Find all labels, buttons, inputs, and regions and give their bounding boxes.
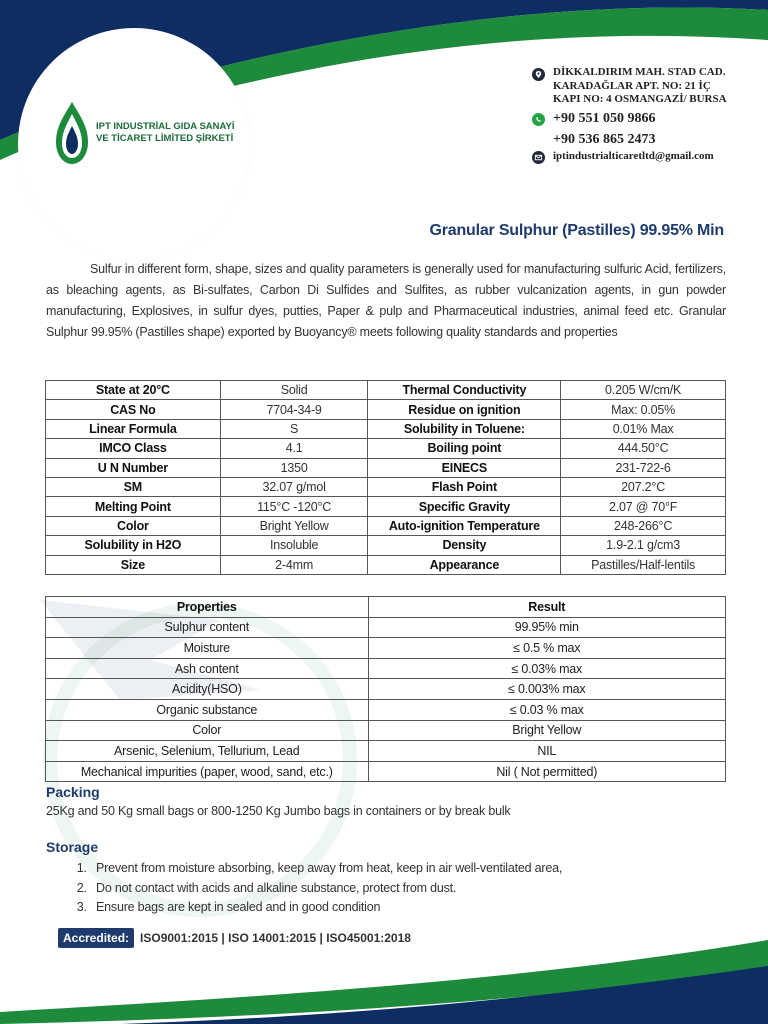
company-logo	[52, 100, 234, 166]
quality-result: ≤ 0.003% max	[368, 679, 725, 700]
packing-section	[46, 784, 510, 818]
spec-value: 231-722-6	[561, 458, 726, 477]
spec-property: Residue on ignition	[368, 400, 561, 419]
quality-property: Arsenic, Selenium, Tellurium, Lead	[46, 741, 369, 762]
spec-value: 2.07 @ 70°F	[561, 497, 726, 516]
spec-row	[46, 497, 726, 516]
spec-property: Size	[46, 555, 221, 574]
contact-block	[532, 66, 727, 164]
spec-row	[46, 477, 726, 496]
spec-value: 7704-34-9	[220, 400, 368, 419]
spec-property: CAS No	[46, 400, 221, 419]
phone-number-1[interactable]: +90 551 050 9866	[553, 110, 656, 126]
address-line2: KARADAĞLAR APT. NO: 21 İÇ	[553, 79, 711, 92]
spec-row	[46, 439, 726, 458]
specifications-table	[45, 380, 726, 575]
quality-result: ≤ 0.03% max	[368, 658, 725, 679]
quality-row	[46, 679, 726, 700]
spec-value: Insoluble	[220, 536, 368, 555]
spec-value: Max: 0.05%	[561, 400, 726, 419]
quality-row	[46, 699, 726, 720]
quality-row	[46, 761, 726, 782]
spec-row	[46, 536, 726, 555]
quality-property: Organic substance	[46, 699, 369, 720]
spec-property: Auto-ignition Temperature	[368, 516, 561, 535]
intro-paragraph	[46, 259, 726, 343]
spec-row	[46, 516, 726, 535]
packing-text: 25Kg and 50 Kg small bags or 800-1250 Kg Jumbo bags in containers or by break bulk	[46, 804, 511, 818]
quality-property: Sulphur content	[46, 617, 369, 638]
phone-number-2[interactable]: +90 536 865 2473	[553, 131, 656, 147]
quality-property: Ash content	[46, 658, 369, 679]
iso-standards: ISO9001:2015 | ISO 14001:2015 | ISO45001:2018	[140, 931, 411, 945]
spec-row	[46, 381, 726, 400]
email-row	[532, 150, 727, 164]
quality-header-row	[46, 597, 726, 618]
storage-list	[46, 859, 562, 918]
accreditation-bar	[58, 928, 411, 948]
quality-result: 99.95% min	[368, 617, 725, 638]
spec-value: 0.205 W/cm/K	[561, 381, 726, 400]
spec-property: EINECS	[368, 458, 561, 477]
spacer	[532, 133, 545, 146]
spec-property: Linear Formula	[46, 419, 221, 438]
phone2-row	[532, 131, 727, 149]
spec-property: Melting Point	[46, 497, 221, 516]
email-address[interactable]: iptindustrialticaretltd@gmail.com	[553, 149, 714, 162]
accredited-badge: Accredited:	[58, 928, 134, 948]
spec-value: S	[220, 419, 368, 438]
spec-value: 0.01% Max	[561, 419, 726, 438]
spec-value: 444.50°C	[561, 439, 726, 458]
quality-property: Mechanical impurities (paper, wood, sand, etc.)	[46, 761, 369, 782]
spec-value: 248-266°C	[561, 516, 726, 535]
spec-value: 1.9-2.1 g/cm3	[561, 536, 726, 555]
company-name-line1: IPT INDUSTRİAL GIDA SANAYİ	[96, 121, 235, 132]
address-line1: DİKKALDIRIM MAH. STAD CAD.	[553, 66, 726, 78]
phone1-row	[532, 110, 727, 128]
spec-property: Boiling point	[368, 439, 561, 458]
spec-value: Solid	[220, 381, 368, 400]
quality-row	[46, 658, 726, 679]
intro-text: Sulfur in different form, shape, sizes and quality parameters is generally used for manufacturing sulfuric Acid, fertilizers, as bleaching agents, as Bi-sulfates, Carbon Di Sulfides and Sulfites, as rubber vulcanization agents, in gun powder manufacturing, Explosives, in sulfur dyes, putties, Paper & pulp and Pharmaceutical industries, animal feed etc. Granular Sulphur 99.95% (Pastilles shape) exported by Buoyancy® meets following quality standards and properties	[46, 262, 726, 339]
quality-property: Moisture	[46, 638, 369, 659]
quality-result: ≤ 0.03 % max	[368, 699, 725, 720]
spec-property: Flash Point	[368, 477, 561, 496]
storage-item: 3. Ensure bags are kept in sealed and in good condition	[90, 898, 562, 918]
address-row	[532, 66, 727, 107]
header-properties: Properties	[46, 597, 369, 618]
spec-row	[46, 555, 726, 574]
spec-property: Thermal Conductivity	[368, 381, 561, 400]
quality-property: Acidity(HSO)	[46, 679, 369, 700]
company-name-line2: VE TİCARET LİMİTED ŞİRKETİ	[96, 133, 234, 144]
quality-property: Color	[46, 720, 369, 741]
spec-property: U N Number	[46, 458, 221, 477]
storage-item: 2. Do not contact with acids and alkaline substance, protect from dust.	[90, 879, 562, 899]
spec-property: Appearance	[368, 555, 561, 574]
storage-section	[46, 839, 562, 918]
quality-result: Nil ( Not permitted)	[368, 761, 725, 782]
quality-result: ≤ 0.5 % max	[368, 638, 725, 659]
quality-row	[46, 741, 726, 762]
document-title: Granular Sulphur (Pastilles) 99.95% Min	[429, 222, 724, 239]
spec-property: Density	[368, 536, 561, 555]
spec-row	[46, 419, 726, 438]
spec-property: IMCO Class	[46, 439, 221, 458]
spec-row	[46, 458, 726, 477]
flame-logo-icon	[52, 100, 92, 166]
spec-value: Pastilles/Half-lentils	[561, 555, 726, 574]
spec-property: SM	[46, 477, 221, 496]
quality-table-body	[46, 617, 726, 782]
spec-value: 32.07 g/mol	[220, 477, 368, 496]
address-line3: KAPI NO: 4 OSMANGAZİ/ BURSA	[553, 93, 727, 105]
quality-table	[45, 596, 726, 782]
spec-property: Specific Gravity	[368, 497, 561, 516]
quality-row	[46, 638, 726, 659]
storage-heading: Storage	[46, 839, 99, 855]
spec-value: 2-4mm	[220, 555, 368, 574]
packing-heading: Packing	[46, 784, 100, 800]
spec-value: 115°C -120°C	[220, 497, 368, 516]
spec-property: Solubility in H2O	[46, 536, 221, 555]
quality-result: Bright Yellow	[368, 720, 725, 741]
whatsapp-icon	[532, 113, 545, 126]
spec-value: 207.2°C	[561, 477, 726, 496]
spec-value: 1350	[220, 458, 368, 477]
location-icon	[532, 68, 545, 81]
quality-row	[46, 720, 726, 741]
storage-item: 1. Prevent from moisture absorbing, keep away from heat, keep in air well-ventilated area,	[90, 859, 562, 879]
spec-property: Color	[46, 516, 221, 535]
quality-row	[46, 617, 726, 638]
spec-row	[46, 400, 726, 419]
quality-result: NIL	[368, 741, 725, 762]
spec-property: Solubility in Toluene:	[368, 419, 561, 438]
specifications-table-body	[46, 381, 726, 575]
spec-property: State at 20°C	[46, 381, 221, 400]
header-result: Result	[368, 597, 725, 618]
email-icon	[532, 151, 545, 164]
spec-value: Bright Yellow	[220, 516, 368, 535]
spec-value: 4.1	[220, 439, 368, 458]
